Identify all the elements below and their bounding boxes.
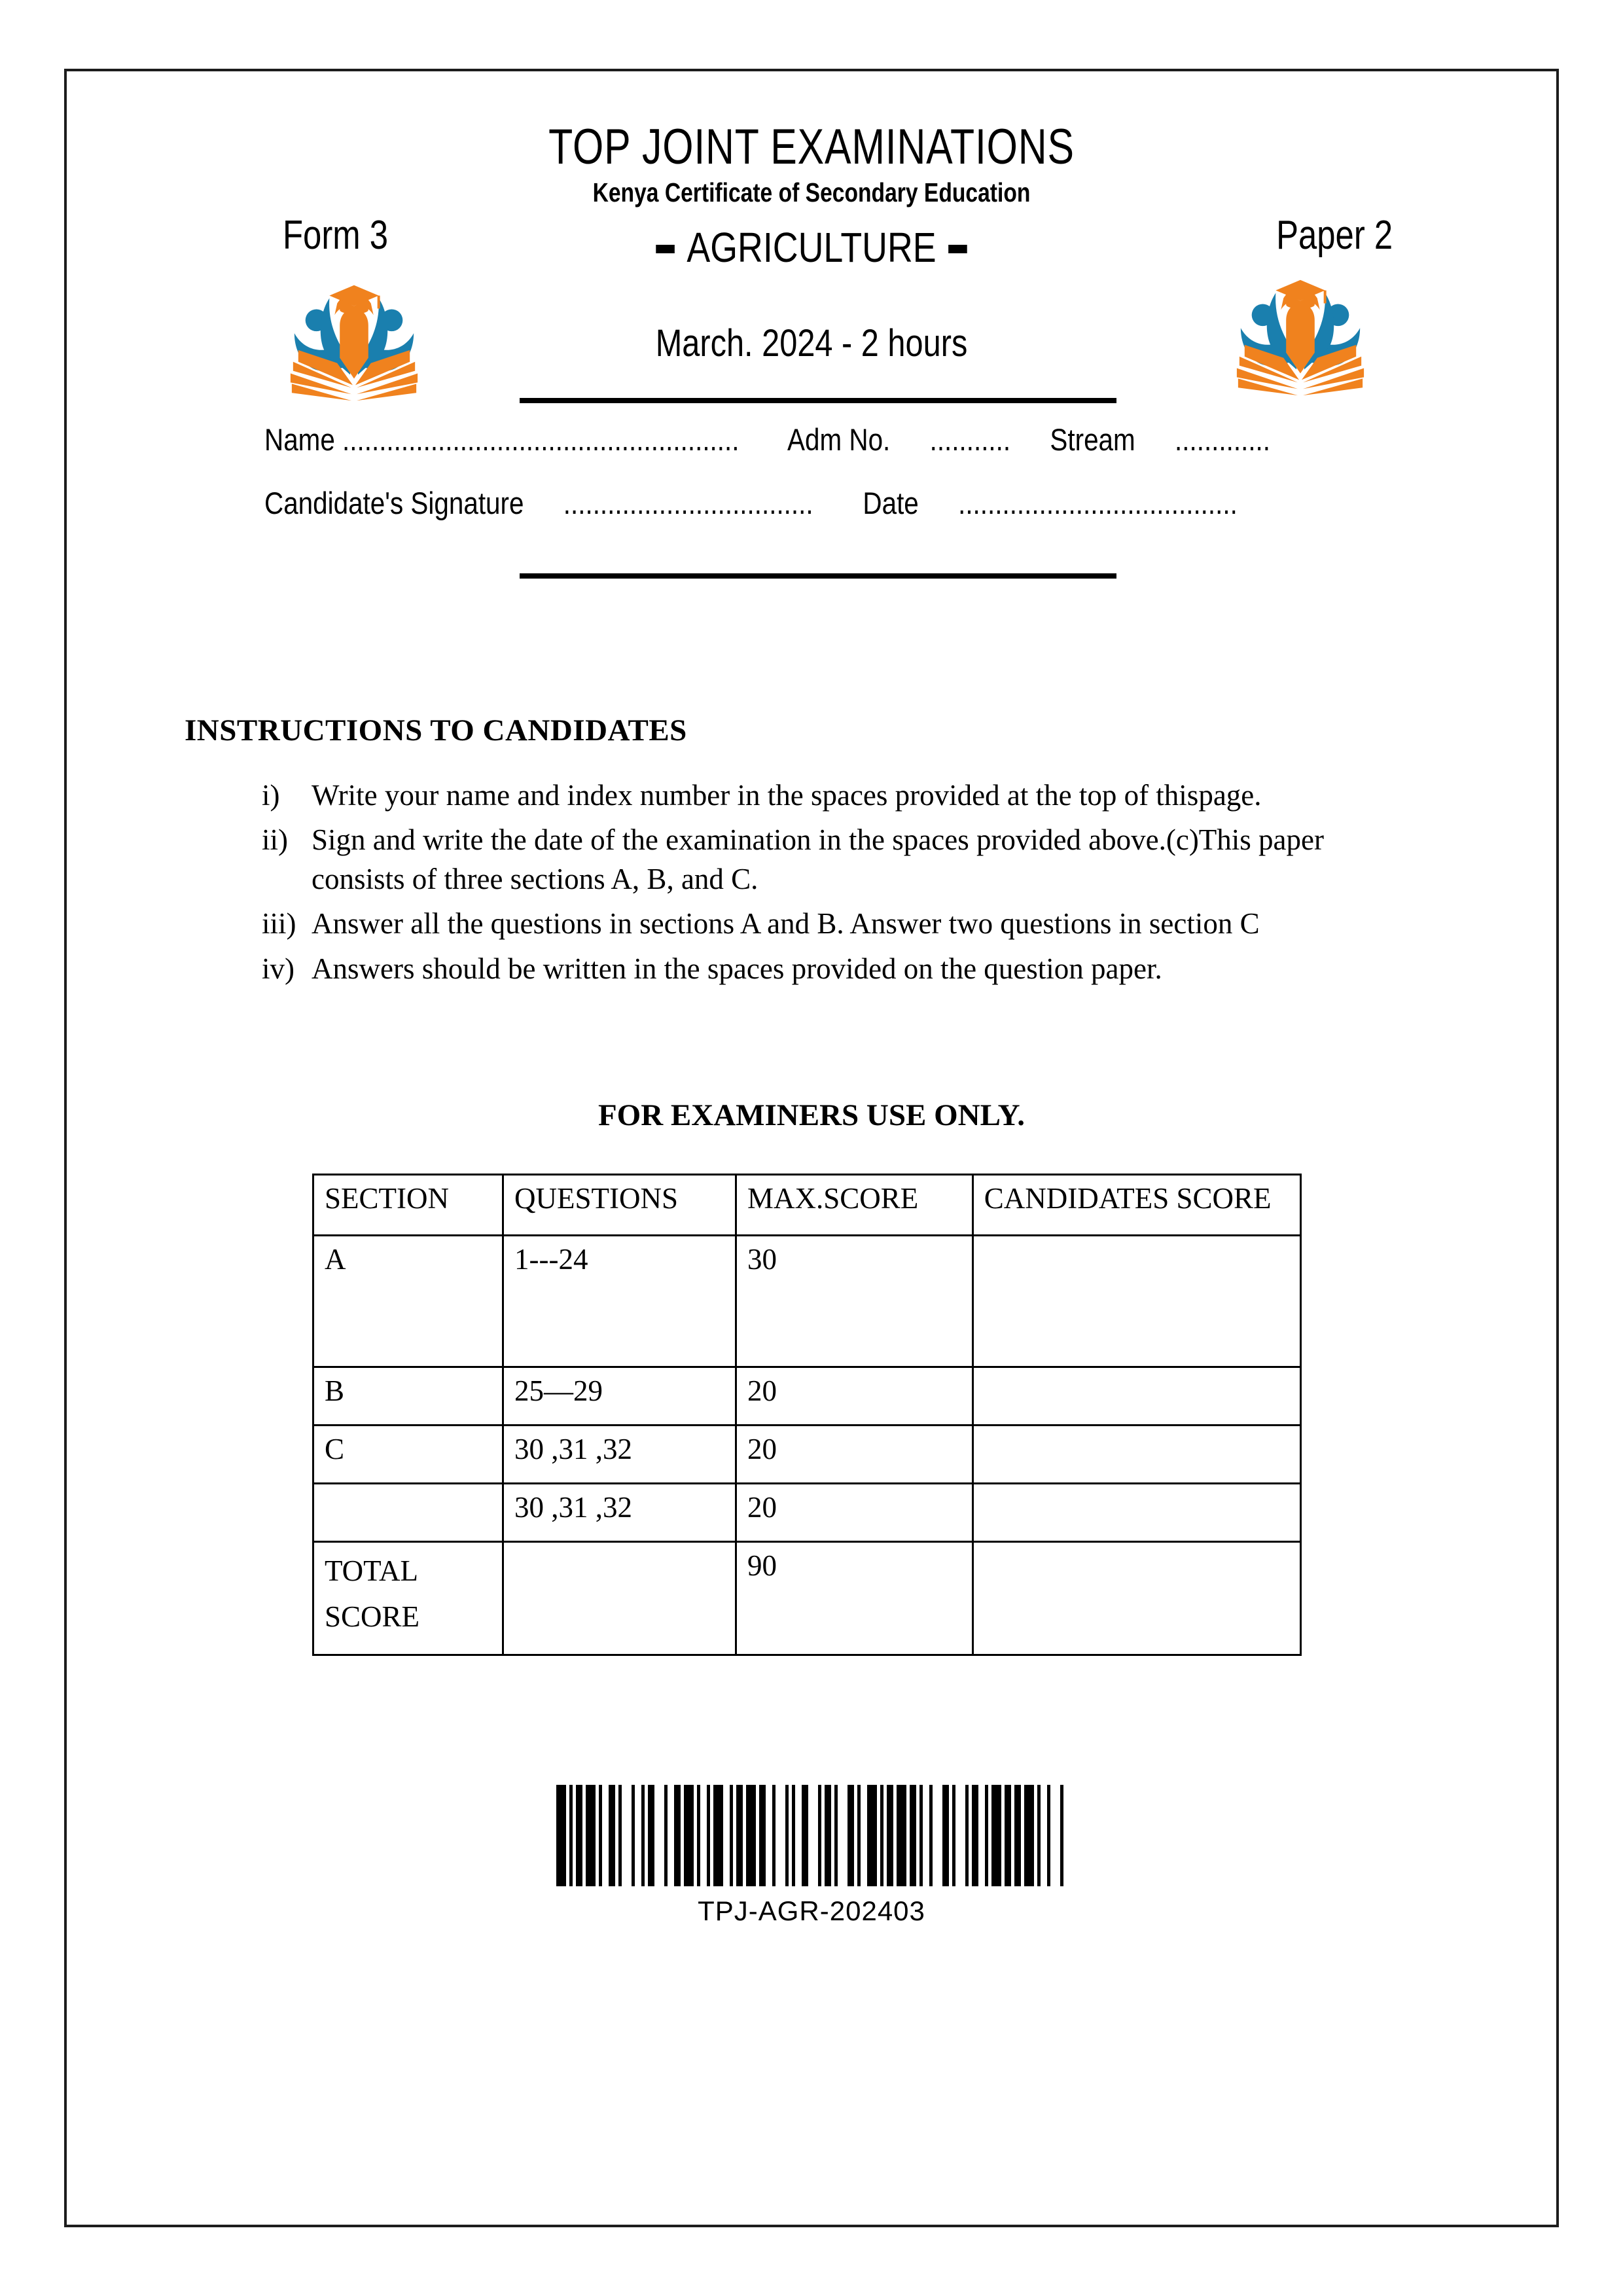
cell-section: B: [313, 1367, 503, 1426]
stream-input-line[interactable]: .............: [1175, 422, 1271, 457]
cell-questions: 1---24: [503, 1236, 736, 1367]
subject-name: AGRICULTURE: [687, 224, 936, 271]
exam-body-title: TOP JOINT EXAMINATIONS: [548, 119, 1075, 175]
instruction-text: Answer all the questions in sections A and B. Answer two questions in section C: [312, 907, 1260, 941]
list-item: [262, 950, 1415, 988]
examiners-heading: FOR EXAMINERS USE ONLY.: [597, 1098, 1026, 1132]
instruction-number: iii): [262, 907, 296, 941]
instruction-number: i): [262, 779, 280, 812]
candidate-signature-row: [264, 485, 1296, 521]
signature-label: Candidate's Signature: [264, 486, 524, 520]
instruction-text: Answers should be written in the spaces provided on the question paper.: [312, 952, 1162, 985]
cell-max-score: 20: [736, 1426, 972, 1484]
cell-section: A: [313, 1236, 503, 1367]
instruction-text: Write your name and index number in the spaces provided at the top of thispage.: [312, 779, 1262, 812]
cell-candidate-score[interactable]: [972, 1367, 1300, 1426]
exam-cover-page: [64, 69, 1559, 2227]
cell-questions: 30 ,31 ,32: [503, 1484, 736, 1542]
instruction-number: ii): [262, 823, 288, 857]
cell-total-label: TOTAL SCORE: [313, 1542, 503, 1655]
stream-label: Stream: [1050, 422, 1135, 457]
barcode-image: [556, 1785, 1067, 1886]
cell-max-score: 30: [736, 1236, 972, 1367]
instructions-heading: INSTRUCTIONS TO CANDIDATES: [185, 713, 687, 747]
column-header-candidates-score: CANDIDATES SCORE: [972, 1175, 1300, 1236]
cell-max-score: 90: [736, 1542, 972, 1655]
table-row-total: [313, 1542, 1301, 1655]
institution-logo-left: [283, 279, 425, 404]
cell-section: [313, 1484, 503, 1542]
cell-candidate-score[interactable]: [972, 1426, 1300, 1484]
cell-max-score: 20: [736, 1367, 972, 1426]
exam-date-duration: March. 2024 - 2 hours: [655, 322, 968, 365]
column-header-questions: QUESTIONS: [503, 1175, 736, 1236]
cell-candidate-score[interactable]: [972, 1542, 1300, 1655]
column-header-max-score: MAX.SCORE: [736, 1175, 972, 1236]
name-input-line[interactable]: ......................................................: [342, 422, 740, 457]
subject-title: [186, 223, 1437, 272]
certificate-subtitle: Kenya Certificate of Secondary Education: [592, 177, 1031, 207]
table-row: [313, 1426, 1301, 1484]
adm-label: Adm No.: [787, 422, 891, 457]
cell-max-score: 20: [736, 1484, 972, 1542]
form-level: Form 3: [283, 213, 389, 258]
cell-questions: [503, 1542, 736, 1655]
table-row: [313, 1367, 1301, 1426]
signature-input-line[interactable]: ..................................: [563, 486, 813, 520]
instruction-number: iv): [262, 952, 294, 985]
header-divider-top: [520, 398, 1116, 403]
cell-questions: 25—29: [503, 1367, 736, 1426]
instruction-text: Sign and write the date of the examination in the spaces provided above.(c)This paper consists of three sections A, B, and C.: [312, 823, 1324, 895]
table-header-row: [313, 1175, 1301, 1236]
name-label: Name: [264, 422, 335, 457]
cell-candidate-score[interactable]: [972, 1484, 1300, 1542]
table-row: [313, 1484, 1301, 1542]
cell-questions: 30 ,31 ,32: [503, 1426, 736, 1484]
header-divider-bottom: [520, 573, 1116, 579]
date-input-line[interactable]: ......................................: [958, 486, 1238, 520]
barcode-label: TPJ-AGR-202403: [698, 1895, 925, 1926]
column-header-section: SECTION: [313, 1175, 503, 1236]
table-row: [313, 1236, 1301, 1367]
institution-logo-right: [1229, 274, 1372, 399]
list-item: [262, 821, 1415, 899]
adm-input-line[interactable]: ...........: [929, 422, 1011, 457]
list-item: [262, 776, 1415, 815]
instructions-list: [262, 776, 1415, 994]
date-label: Date: [863, 486, 919, 520]
cell-candidate-score[interactable]: [972, 1236, 1300, 1367]
candidate-identity-row: [264, 422, 1296, 457]
paper-number: Paper 2: [1275, 213, 1393, 258]
dash-right-icon: [948, 245, 967, 253]
dash-left-icon: [656, 245, 675, 253]
examiners-score-table: [312, 1174, 1302, 1656]
cell-section: C: [313, 1426, 503, 1484]
list-item: [262, 905, 1415, 943]
barcode-block: [67, 1776, 1556, 1927]
